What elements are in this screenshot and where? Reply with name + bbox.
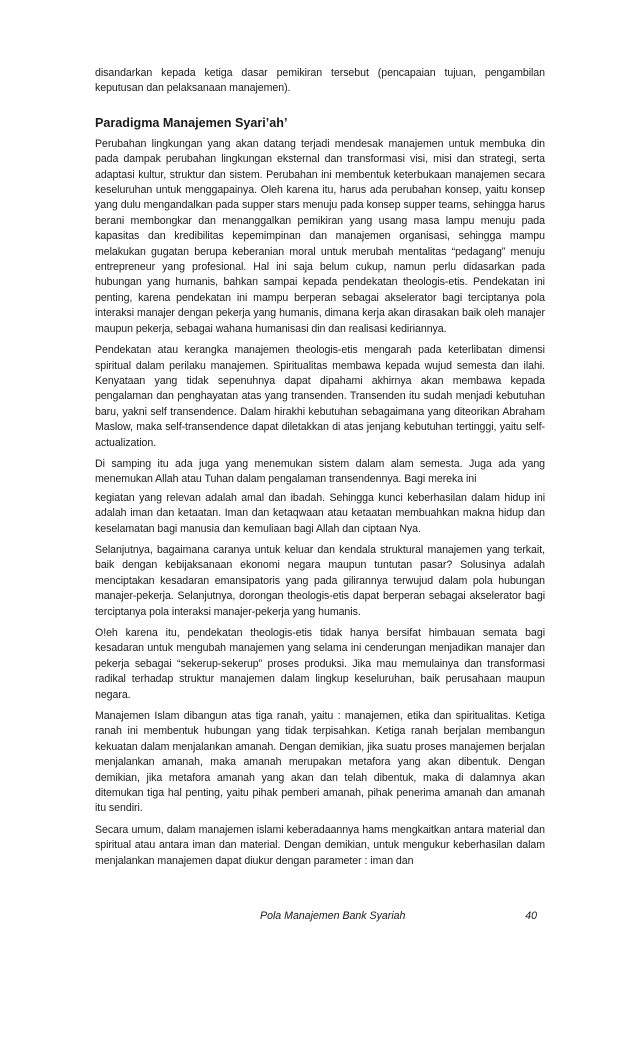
- paragraph: Pendekatan atau kerangka manajemen theologis-etis mengarah pada keterlibatan dimensi spiritual dalam perilaku manajemen. Spiritualitas membawa kepada wujud semesta dan ilahi. Kenyataan yang tidak sepenuhnya dapat dipahami akhirnya akan membawa kepada pengalaman dan penghayatan atas yang transenden. Transenden itu sudah menjadi kebutuhan baru, yakni self transendence. Dalam hirakhi kebutuhan sebagaimana yang diteorikan Abraham Maslow, maka self-transendence dapat diletakkan di atas jenjang kebutuhan tertinggi, yaitu self-actualization.: [95, 344, 545, 449]
- paragraph: Manajemen Islam dibangun atas tiga ranah, yaitu : manajemen, etika dan spiritualitas. Ketiga ranah ini membentuk hubungan yang tidak terpisahkan. Ketiga ranah berjalan membangun kekuatan dalam menjalankan amanah. Dengan demikian, jika suatu proses manajemen berjalan menjalankan amanah, maka amanah merupakan metafora yang akan dibentuk. Dengan demikian, jika metafora amanah yang akan dan telah dibentuk, maka di dalamnya akan ditemukan tiga hal penting, yaitu pihak pemberi amanah, pihak penerima amanah dan amanah itu sendiri.: [95, 710, 545, 815]
- paragraph-intro: disandarkan kepada ketiga dasar pemikiran tersebut (pencapaian tujuan, pengambilan keputusan dan pelaksanaan manajemen).: [95, 67, 545, 95]
- section-heading: Paradigma Manajemen Syari’ah’: [95, 115, 288, 130]
- footer-title: Pola Manajemen Bank Syariah: [260, 910, 406, 922]
- paragraph: O!eh karena itu, pendekatan theologis-etis tidak hanya bersifat himbauan semata bagi kesadaran untuk mengubah manajemen yang selama ini cenderungan menjadikan manajer dan pekerja sebagai “sekerup-sekerup” proses produksi. Jika mau memulainya dan transformasi radikal terhadap struktur manajemen dalam lingkup keseluruhan, baik perusahaan maupun negara.: [95, 627, 545, 701]
- page-number: 40: [525, 910, 537, 922]
- paragraph: kegiatan yang relevan adalah amal dan ibadah. Sehingga kunci keberhasilan dalam hidup ini adalah iman dan ketaatan. Iman dan ketaqwaan atau ketaatan membuahkan makna hidup dan keselamatan bagi manusia dan kemuliaan bagi Allah dan ciptaan Nya.: [95, 491, 545, 535]
- paragraph: Perubahan lingkungan yang akan datang terjadi mendesak manajemen untuk membuka din pada dampak perubahan lingkungan eksternal dan transformasi visi, misi dan strategi, serta adaptasi kultur, struktur dan sistem. Perubahan ini membentuk keterbukaan manajemen secara keseluruhan untuk menggapainya. Oleh karena itu, harus ada perubahan konsep, yaitu konsep yang dulu mengandalkan pada supper stars menuju pada konsep supper teams, sehingga harus berani membongkar dan menanggalkan pemikiran yang usang masa lampu menuju pada kapasitas dan kredibilitas kepemimpinan dan manajemen organisasi, sehingga mampu melakukan gugatan berupa keberanian moral untuk merubah mentalitas “pedagang” menuju entrepreneur yang profesional. Hal ini saja belum cukup, namun perlu didasarkan pada hubungan yang humanis, bahkan sampai kepada pendekatan theologis-etis. Pendekatan ini penting, karena pendekatan ini mampu berperan sebagai akselerator bagi terciptanya pola interaksi manajer dengan pekerja yang humanis, dimana kerja akan dirasakan baik oleh manajer maupun pekerja, sebagai wahana humanisasi din dan realisasi kediriannya.: [95, 137, 545, 335]
- paragraph: Selanjutnya, bagaimana caranya untuk keluar dan kendala struktural manajemen yang terkait, baik dengan kebijaksanaan ekonomi negara maupun tuntutan pasar? Solusinya adalah menciptakan kesadaran emansipatoris yang pada gilirannya terwujud dalam pola hubungan manajer-pekerja. Selanjutnya, dorongan theologis-etis dapat berperan sebagai akselerator bagi terciptanya pola interaksi manajer-pekerja yang humanis.: [95, 543, 545, 618]
- paragraph: Secara umum, dalam manajemen islami keberadaannya hams mengkaitkan antara material dan spiritual atau antara iman dan material. Dengan demikian, untuk mengukur keberhasilan dalam menjalankan manajemen dapat diukur dengan parameter : iman dan: [95, 823, 545, 867]
- page-body: [95, 66, 545, 875]
- paragraph: Di samping itu ada juga yang menemukan sistem dalam alam semesta. Juga ada yang menemukan Allah atau Tuhan dalam pengalaman transendennya. Bagi mereka ini: [95, 457, 545, 486]
